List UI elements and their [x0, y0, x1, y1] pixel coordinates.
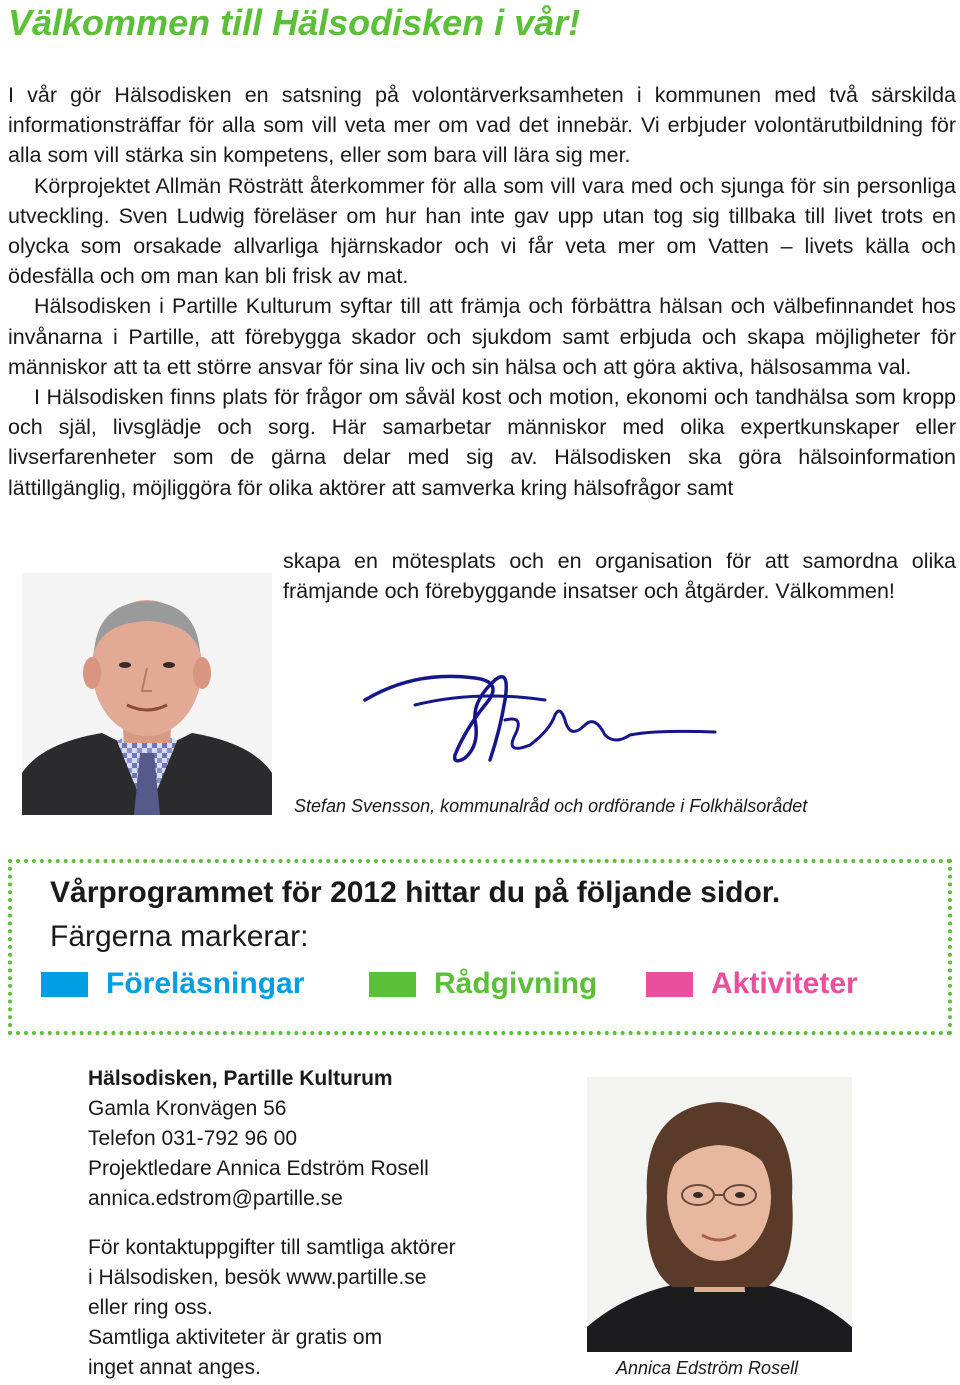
paragraph-purpose: Hälsodisken i Partille Kulturum syftar till att främja och förbättra hälsan och välbefinnandet hos invånarna i Partille, att förebygga skador och sjukdom samt erbjuda och skapa möjligheter för människor att ta ett större ansvar för sina liv och sin hälsa och att göra aktiva, hälsosamma val. [8, 294, 956, 379]
contact-leader: Projektledare Annica Edström Rosell [88, 1157, 429, 1180]
annica-edstrom-rosell-photo [587, 1077, 852, 1352]
woman-portrait-illustration [587, 1077, 852, 1352]
legend-counseling [369, 964, 597, 1004]
contact-more-line: Samtliga aktiviteter är gratis om [88, 1326, 383, 1349]
contact-info [88, 1064, 429, 1214]
contact-more-info [88, 1233, 456, 1383]
legend-counseling-swatch [369, 972, 416, 997]
paragraph-content: I Hälsodisken finns plats för frågor om såväl kost och motion, ekonomi och tandhälsa som kropp och själ, livsglädje och sorg. Här samarbetar människor med olika expertkunskaper eller livserfarenheter som de gärna delar med sig av. Hälsodisken ska göra hälsoinformation lättillgänglig, möjliggöra för olika aktörer att samverka kring hälsofrågor samt [8, 385, 956, 500]
legend-activities-label: Aktiviteter [711, 967, 858, 1000]
paragraph-content-continued: skapa en mötesplats och en organisation för att samordna olika främjande och förebyggande insatser och åtgärder. Välkommen! [283, 549, 956, 604]
contact-email[interactable]: annica.edstrom@partille.se [88, 1187, 343, 1210]
contact-phone: Telefon 031-792 96 00 [88, 1127, 298, 1150]
contact-name: Hälsodisken, Partille Kulturum [88, 1067, 393, 1090]
man-portrait-illustration [22, 573, 272, 815]
intro-text [8, 80, 956, 503]
contact-more-line: i Hälsodisken, besök www.partille.se [88, 1266, 427, 1289]
legend-activities-swatch [646, 972, 693, 997]
photo-caption: Annica Edström Rosell [616, 1358, 799, 1378]
program-subtitle: Färgerna markerar: [50, 920, 309, 953]
program-title: Vårprogrammet för 2012 hittar du på följande sidor. [50, 876, 781, 909]
contact-more-line: eller ring oss. [88, 1296, 213, 1319]
page-title: Välkommen till Hälsodisken i vår! [8, 2, 581, 43]
legend-lectures [41, 964, 304, 1004]
paragraph-volunteer: I vår gör Hälsodisken en satsning på volontärverksamheten i kommunen med två särskilda informationsträffar för alla som vill veta mer om vad det innebär. Vi erbjuder volontärutbildning för alla som vill stärka sin kompetens, eller som bara vill lära sig mer. [8, 83, 956, 168]
stefan-svensson-photo [22, 573, 272, 815]
legend-activities [646, 964, 858, 1004]
signature-image [355, 660, 725, 780]
legend-counseling-label: Rådgivning [434, 967, 598, 1000]
contact-address: Gamla Kronvägen 56 [88, 1097, 287, 1120]
paragraph-choir: Körprojektet Allmän Rösträtt återkommer för alla som vill vara med och sjunga för sin personliga utveckling. Sven Ludwig föreläser om hur han inte gav upp utan tog sig tillbaka till livet trots en olycka som orsakade allvarliga hjärnskador och vi får veta mer om Vatten – livets källa och ödesfälla och om man kan bli frisk av mat. [8, 173, 956, 289]
contact-more-line: inget annat anges. [88, 1356, 261, 1379]
legend-lectures-swatch [41, 972, 88, 997]
signature-caption: Stefan Svensson, kommunalråd och ordförande i Folkhälsorådet [294, 796, 808, 816]
contact-more-line: För kontaktuppgifter till samtliga aktörer [88, 1236, 456, 1259]
legend-lectures-label: Föreläsningar [106, 967, 305, 1000]
